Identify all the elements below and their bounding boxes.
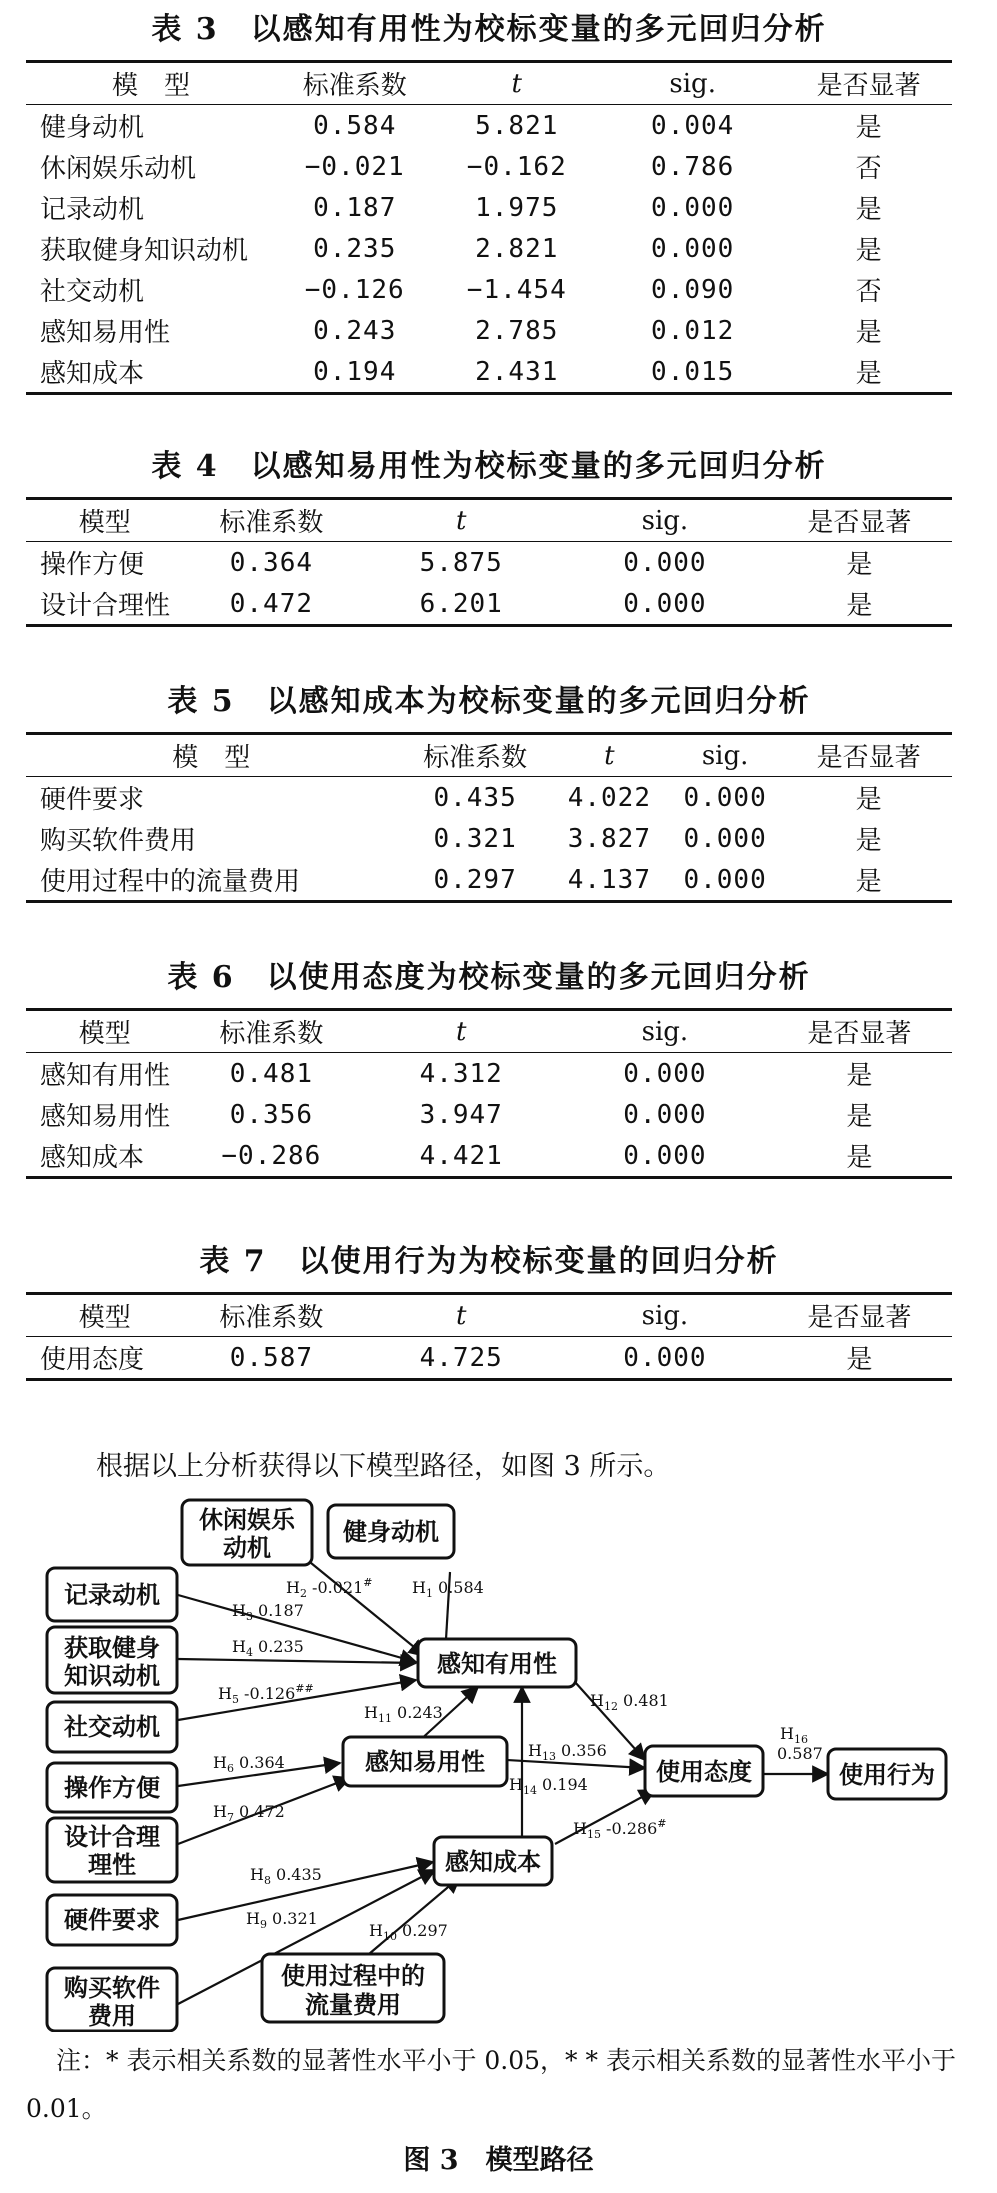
table-7 [26,1232,952,1381]
cell-coef: −0.021 [304,151,405,182]
cell-significant: 否 [855,154,882,184]
label-h9: $H_9$ 0.321 [246,1909,318,1931]
cell-t: 4.022 [567,782,651,813]
header-t: t [455,1300,467,1331]
cell-coef: 0.481 [229,1058,314,1089]
label-h7: $H_7$ 0.472 [213,1802,285,1824]
cell-sig: 0.012 [651,315,735,346]
cell-t: 2.821 [475,233,559,264]
cell-t: 5.821 [475,110,559,141]
cell-coef: 0.235 [313,233,397,264]
table-5 [26,672,952,903]
cell-t: 4.137 [567,864,651,895]
table-row [26,1053,952,1095]
table-row [26,269,952,310]
node-record-motive: 记录动机 [64,1580,160,1609]
cell-significant: 是 [855,236,882,266]
header-coef: 标准系数 [423,743,528,773]
label-h6: $H_6$ 0.364 [213,1753,285,1775]
node-perceived-usefulness: 感知有用性 [437,1649,557,1678]
cell-significant: 是 [846,550,873,580]
table-row [26,351,952,394]
cell-model: 使用态度 [40,1345,145,1375]
header-coef: 标准系数 [219,1019,324,1049]
cell-t: 4.312 [419,1058,503,1089]
cell-sig: 0.000 [623,547,707,578]
table-row [26,228,952,269]
cell-sig: 0.090 [651,274,735,305]
cell-t: −0.162 [466,151,567,182]
significance-note: 注：* 表示相关系数的显著性水平小于 0.05，* * 表示相关系数的显著性水平小于 0.01。 [26,2046,956,2123]
cell-coef: 0.297 [433,864,517,895]
cell-sig: 0.000 [651,233,735,264]
cell-significant: 是 [855,113,882,143]
header-sig: sig. [669,68,716,99]
node-perceived-cost: 感知成本 [445,1847,541,1876]
node-software-cost: 购买软件费用 [64,1973,160,2030]
label-h16: $H_{16}$ [780,1724,808,1746]
label-h15: $H_{15}$ -0.286# [573,1817,667,1841]
label-h1: $H_1$ 0.584 [412,1578,484,1600]
cell-sig: 0.000 [623,588,707,619]
cell-sig: 0.000 [651,192,735,223]
cell-t: 6.201 [419,588,503,619]
cell-coef: 0.187 [313,192,397,223]
header-significant: 是否显著 [807,1303,912,1333]
header-t: t [511,68,522,99]
edge-h2 [300,1554,425,1656]
header-significant: 是否显著 [816,743,921,773]
table-header-row [26,1010,952,1053]
table-row [26,1094,952,1135]
cell-t: 4.725 [419,1342,503,1373]
table-header-row [26,1294,952,1337]
cell-coef: 0.243 [313,315,397,346]
node-behavior: 使用行为 [839,1760,935,1789]
cell-model: 感知成本 [40,359,145,389]
cell-sig: 0.000 [683,823,767,854]
cell-significant: 是 [855,785,882,815]
table-3 [26,0,952,395]
label-h2: $H_2$ -0.021# [286,1576,373,1600]
header-sig: sig. [641,1016,689,1047]
cell-coef: 0.194 [313,356,397,387]
model-path-diagram [0,1492,997,2032]
header-t: t [455,1016,467,1047]
node-perceived-ease-of-use: 感知易用性 [365,1747,485,1776]
cell-significant: 否 [855,277,882,307]
table-6 [26,948,952,1179]
cell-coef: 0.321 [433,823,517,854]
table-caption: 表 4 以感知易用性为校标变量的多元回归分析 [151,449,827,484]
label-h3: $H_3$ 0.187 [232,1601,304,1623]
cell-sig: 0.000 [623,1058,707,1089]
label-h12: $H_{12}$ 0.481 [590,1691,669,1713]
label-h11: $H_{11}$ 0.243 [364,1703,443,1725]
label-h4: $H_4$ 0.235 [232,1637,304,1659]
cell-significant: 是 [846,1143,873,1173]
header-coef: 标准系数 [302,71,407,101]
table-row [26,818,952,859]
cell-t: 3.827 [567,823,651,854]
table-header-row [26,499,952,542]
table-row [26,187,952,228]
cell-t: 2.785 [475,315,559,346]
cell-model: 感知易用性 [40,318,171,348]
table-row [26,1337,952,1380]
cell-t: 5.875 [419,547,503,578]
table-header-row [26,62,952,105]
table-caption: 表 5 以感知成本为校标变量的多元回归分析 [167,684,811,719]
cell-coef: 0.584 [313,110,397,141]
header-model: 模 型 [172,743,251,773]
cell-model: 操作方便 [40,550,145,580]
cell-sig: 0.004 [651,110,735,141]
label-h10: $H_{10}$ 0.297 [369,1921,448,1943]
cell-model: 硬件要求 [40,785,145,815]
figure-caption: 图 3 模型路径 [403,2145,594,2176]
header-sig: sig. [701,740,749,771]
header-t: t [455,505,467,536]
table-row [26,1135,952,1178]
cell-model: 感知易用性 [40,1102,171,1132]
table-row [26,542,952,584]
cell-model: 健身动机 [40,113,145,143]
label-h16-value: 0.587 [777,1744,823,1763]
cell-significant: 是 [846,1345,873,1375]
node-knowledge-motive: 获取健身知识动机 [64,1633,160,1690]
table-row [26,310,952,351]
label-h13: $H_{13}$ 0.356 [528,1741,607,1763]
regression-table [26,732,952,903]
cell-sig: 0.000 [683,782,767,813]
cell-model: 感知成本 [40,1143,145,1173]
cell-t: −1.454 [466,274,567,305]
table-row [26,105,952,147]
header-significant: 是否显著 [807,508,912,538]
node-ease-of-operation: 操作方便 [64,1773,160,1802]
cell-model: 使用过程中的流量费用 [40,867,301,897]
cell-coef: 0.472 [229,588,314,619]
cell-sig: 0.000 [623,1342,707,1373]
cell-significant: 是 [846,1102,873,1132]
cell-model: 记录动机 [40,195,145,225]
cell-model: 设计合理性 [40,591,171,621]
table-row [26,146,952,187]
header-significant: 是否显著 [807,1019,912,1049]
header-model: 模型 [78,508,131,538]
cell-sig: 0.786 [651,151,735,182]
node-hardware-requirement: 硬件要求 [64,1905,160,1934]
cell-significant: 是 [855,826,882,856]
cell-sig: 0.000 [683,864,767,895]
cell-coef: −0.126 [304,274,405,305]
cell-sig: 0.000 [623,1099,707,1130]
table-caption: 表 6 以使用态度为校标变量的多元回归分析 [167,960,811,995]
cell-significant: 是 [855,318,882,348]
cell-coef: 0.587 [229,1342,314,1373]
table-row [26,777,952,819]
label-h14: $H_{14}$ 0.194 [509,1775,588,1797]
header-sig: sig. [641,505,689,536]
table-header-row [26,734,952,777]
cell-t: 1.975 [475,192,559,223]
header-model: 模 型 [112,71,191,101]
intro-paragraph: 根据以上分析获得以下模型路径，如图 3 所示。 [96,1451,671,1482]
node-attitude: 使用态度 [656,1757,752,1786]
cell-model: 休闲娱乐动机 [40,154,197,184]
cell-significant: 是 [846,591,873,621]
cell-significant: 是 [855,867,882,897]
label-h8: $H_8$ 0.435 [250,1865,322,1887]
header-model: 模型 [78,1303,131,1333]
regression-table [26,1008,952,1179]
cell-model: 感知有用性 [40,1061,171,1091]
regression-table [26,60,952,395]
cell-sig: 0.000 [623,1140,707,1171]
cell-coef: 0.364 [229,547,314,578]
header-significant: 是否显著 [816,71,921,101]
cell-t: 4.421 [419,1140,503,1171]
node-leisure-motive: 休闲娱乐动机 [199,1505,295,1562]
node-fitness-motive: 健身动机 [343,1517,439,1546]
header-coef: 标准系数 [219,1303,324,1333]
cell-coef: 0.356 [229,1099,314,1130]
cell-significant: 是 [855,359,882,389]
table-row [26,859,952,902]
cell-t: 2.431 [475,356,559,387]
table-4 [26,437,952,627]
node-traffic-cost: 使用过程中的流量费用 [281,1961,425,2019]
cell-significant: 是 [855,195,882,225]
table-caption: 表 3 以感知有用性为校标变量的多元回归分析 [151,12,827,47]
header-sig: sig. [641,1300,689,1331]
regression-table [26,1292,952,1381]
cell-t: 3.947 [419,1099,503,1130]
header-t: t [604,740,615,771]
edge-h4 [178,1659,416,1663]
table-caption: 表 7 以使用行为为校标变量的回归分析 [199,1244,779,1279]
node-social-motive: 社交动机 [64,1712,160,1741]
cell-model: 获取健身知识动机 [40,236,249,266]
edge-h13 [507,1760,645,1768]
cell-coef: −0.286 [221,1140,322,1171]
cell-coef: 0.435 [433,782,517,813]
cell-model: 购买软件费用 [40,826,197,856]
cell-model: 社交动机 [40,277,145,307]
cell-significant: 是 [846,1061,873,1091]
cell-sig: 0.015 [651,356,735,387]
regression-table [26,497,952,627]
table-row [26,583,952,626]
node-design-rationality: 设计合理理性 [64,1822,160,1879]
label-h5: $H_5$ -0.126## [218,1682,314,1706]
header-model: 模型 [78,1019,131,1049]
header-coef: 标准系数 [219,508,324,538]
